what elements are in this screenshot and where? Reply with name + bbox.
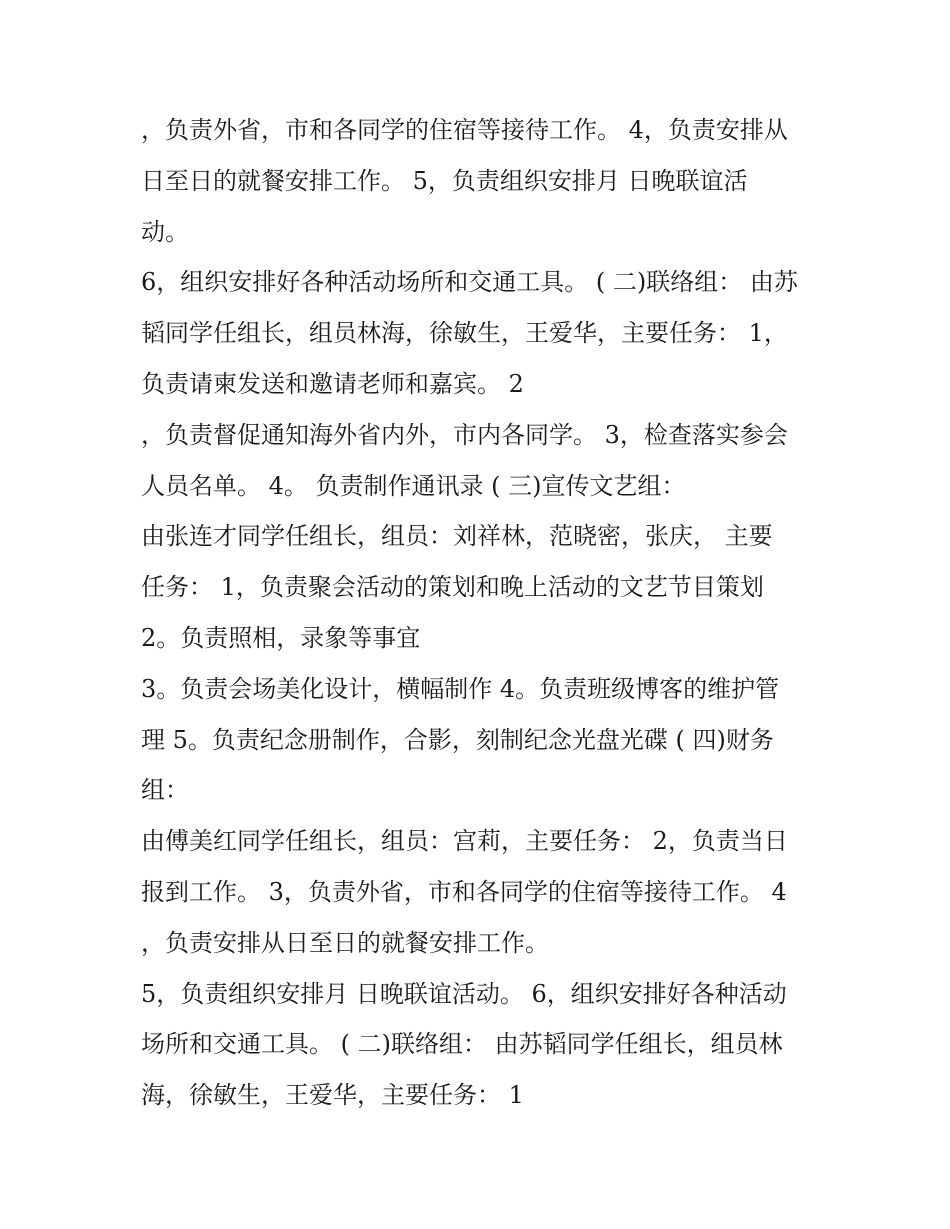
text-line: 日至日的就餐安排工作。 5，负责组织安排月 日晚联谊活 [141, 166, 748, 195]
text-line: ，负责安排从日至日的就餐安排工作。 [141, 928, 549, 957]
text-line: ，负责外省，市和各同学的住宿等接待工作。 4，负责安排从 [141, 116, 788, 144]
text-line: 人员名单。 4。 负责制作通讯录 ( 三)宣传文艺组： [141, 471, 686, 500]
text-line: 理 5。负责纪念册制作，合影，刻制纪念光盘光碟 ( 四)财务 [141, 725, 774, 754]
text-line: 2。负责照相，录象等事宜 [141, 623, 421, 652]
text-line: 6，组织安排好各种活动场所和交通工具。 ( 二)联络组： 由苏 [141, 268, 798, 297]
text-line: 由傅美红同学任组长，组员：宫莉，主要任务： 2，负责当日 [141, 827, 788, 856]
text-line: 海，徐敏生，王爱华，主要任务： 1 [141, 1081, 524, 1110]
text-line: 场所和交通工具。 ( 二)联络组： 由苏韬同学任组长，组员林 [141, 1030, 783, 1059]
text-line: 任务： 1，负责聚会活动的策划和晚上活动的文艺节目策划 [141, 573, 764, 602]
text-line: 动。 [141, 217, 189, 246]
text-line: 负责请柬发送和邀请老师和嘉宾。 2 [141, 369, 524, 398]
text-line: 组： [141, 776, 189, 805]
text-line: 韬同学任组长，组员林海，徐敏生，王爱华，主要任务： 1， [141, 319, 788, 348]
text-line: 3。负责会场美化设计，横幅制作 4。负责班级博客的维护管 [141, 674, 780, 703]
document-body [141, 105, 821, 1121]
text-line: ，负责督促通知海外省内外，市内各同学。 3，检查落实参会 [141, 420, 788, 449]
text-line: 由张连才同学任组长，组员：刘祥林，范晓密，张庆， 主要 [141, 522, 773, 551]
text-line: 5，负责组织安排月 日晚联谊活动。 6，组织安排好各种活动 [141, 979, 787, 1008]
text-line: 报到工作。 3，负责外省，市和各同学的住宿等接待工作。 4 [141, 877, 787, 906]
